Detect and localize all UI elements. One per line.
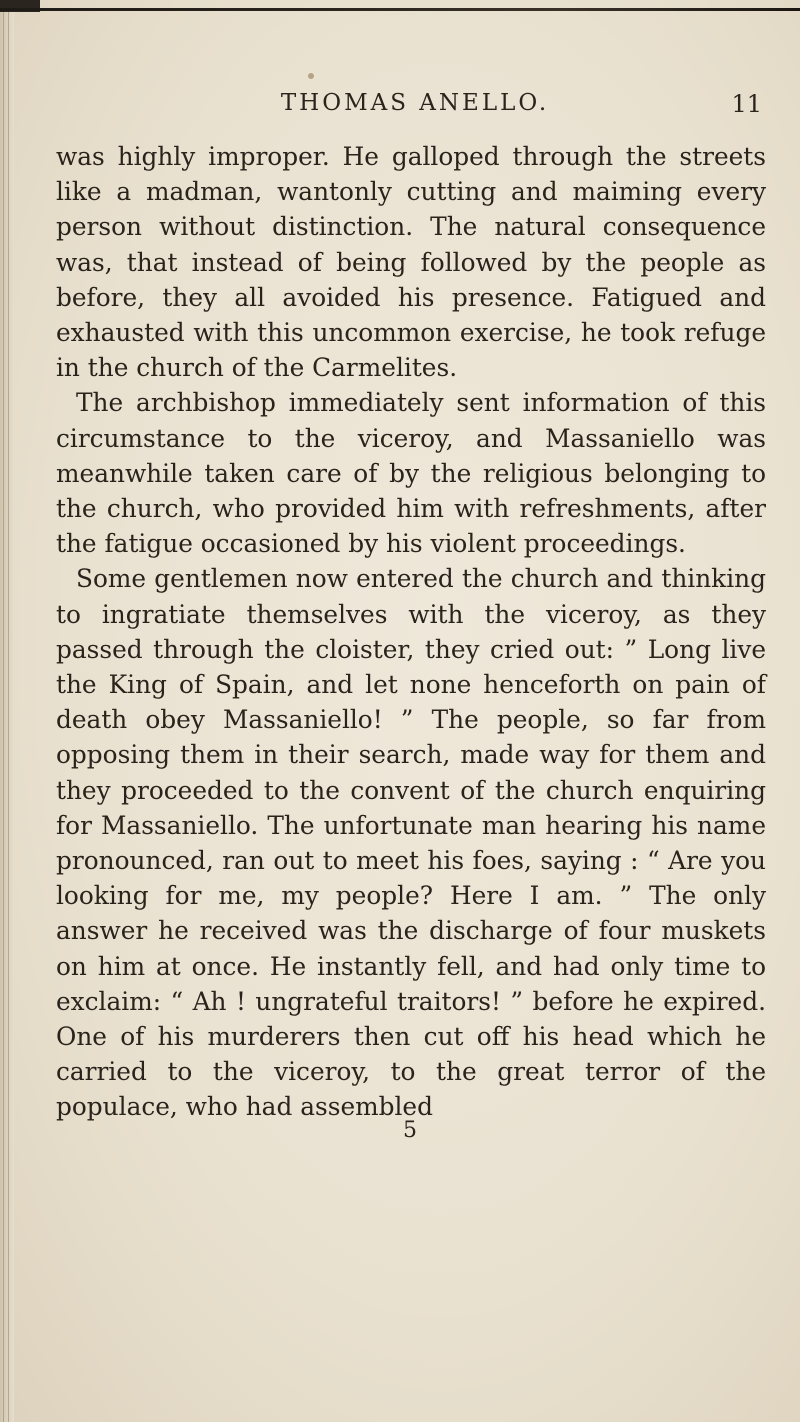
binding-line <box>8 0 9 1422</box>
page-number: 11 <box>731 90 762 118</box>
top-edge-rule <box>0 8 800 11</box>
paper-speck <box>308 73 314 79</box>
page-header <box>0 90 800 130</box>
running-head: THOMAS ANELLO. <box>280 90 550 116</box>
paragraph: Some gentlemen now entered the church and thinking to ingratiate themselves with the viceroy, as they passed through the cloister, they cried out: ” Long live the King of Spain, and let none henceforth on pain of death obey Massaniello! ” The people, so far from opposing them in their search, made way for them and they proceeded to the convent of the church enquiring for Massaniello. The unfortunate man hearing his name pronounced, ran out to meet his foes, saying : “ Are you looking for me, my people? Here I am. ” The only answer he received was the discharge of four muskets on him at once. He instantly fell, and had only time to exclaim: “ Ah ! ungrateful traitors! ” before he expired. One of his murderers then cut off his head which he carried to the viceroy, to the great terror of the populace, who had assembled <box>56 564 766 1122</box>
body-text <box>56 139 766 1125</box>
paragraph: The archbishop immediately sent information of this circumstance to the viceroy, and Massaniello was meanwhile taken care of by the religious belonging to the church, who provided him with refreshments, after the fatigue occasioned by his violent proceedings. <box>56 388 766 559</box>
binding-line <box>3 0 4 1422</box>
paragraph: was highly improper. He galloped through the streets like a madman, wantonly cutting and maiming every person without distinction. The natural consequence was, that instead of being followed by the people as before, they all avoided his presence. Fatigued and exhausted with this uncommon exercise, he took refuge in the church of the Carmelites. <box>56 142 766 383</box>
signature-mark: 5 <box>403 1118 417 1143</box>
